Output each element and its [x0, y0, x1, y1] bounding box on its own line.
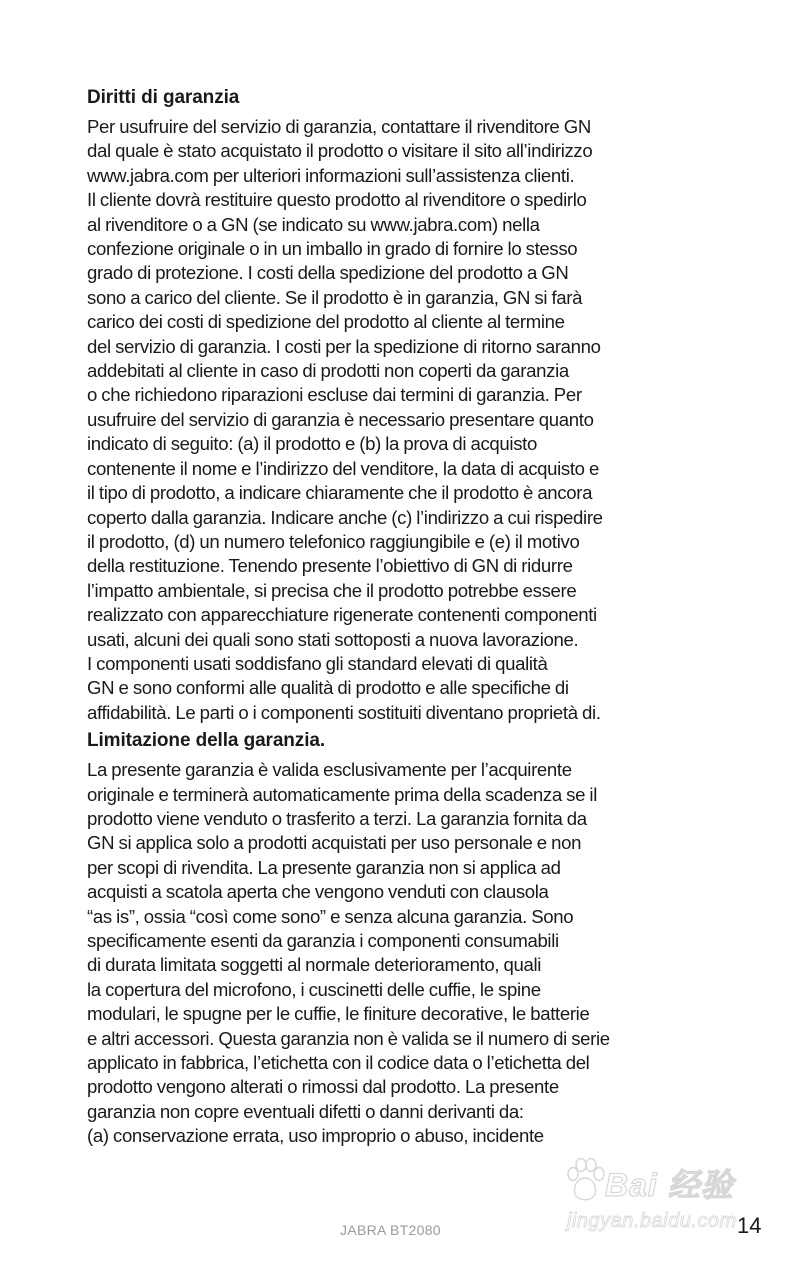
text-line: di durata limitata soggetti al normale deterioramento, quali [87, 954, 542, 976]
text-line: sono a carico del cliente. Se il prodotto è in garanzia, GN si farà [87, 286, 583, 308]
text-line: contenente il nome e l’indirizzo del venditore, la data di acquisto e [87, 457, 599, 479]
text-line: “as is”, ossia “così come sono” e senza alcuna garanzia. Sono [87, 905, 574, 927]
text-line: carico dei costi di spedizione del prodotto al cliente al termine [87, 311, 565, 333]
text-line: acquisti a scatola aperta che vengono venduti con clausola [87, 881, 549, 903]
text-line: prodotto viene venduto o trasferito a terzi. La garanzia fornita da [87, 807, 587, 829]
text-line: La presente garanzia è valida esclusivamente per l’acquirente [87, 759, 572, 781]
text-line: o che richiedono riparazioni escluse dai termini di garanzia. Per [87, 384, 582, 406]
text-line: modulari, le spugne per le cuffie, le finiture decorative, le batterie [87, 1003, 590, 1025]
page-number: 14 [737, 1213, 762, 1238]
section-heading-warranty-rights: Diritti di garanzia [87, 87, 240, 108]
section-body-warranty-limitation [87, 758, 717, 1149]
text-line: prodotto vengono alterati o rimossi dal prodotto. La presente [87, 1076, 559, 1098]
text-line: il tipo di prodotto, a indicare chiaramente che il prodotto è ancora [87, 482, 593, 504]
watermark-url: jingyan.baidu.com [567, 1210, 737, 1232]
text-line: confezione originale o in un imballo in grado di fornire lo stesso [87, 238, 578, 260]
paw-icon [565, 1158, 605, 1202]
text-line: dal quale è stato acquistato il prodotto o visitare il sito all’indirizzo [87, 140, 593, 162]
text-line: specificamente esenti da garanzia i componenti consumabili [87, 930, 559, 951]
text-line: addebitati al cliente in caso di prodotti non coperti da garanzia [87, 360, 569, 382]
document-page [87, 86, 717, 1149]
footer-brand: JABRA BT2080 [340, 1222, 441, 1238]
text-line: indicato di seguito: (a) il prodotto e (b) la prova di acquisto [87, 433, 537, 455]
text-line: del servizio di garanzia. I costi per la spedizione di ritorno saranno [87, 335, 601, 357]
text-line: www.jabra.com per ulteriori informazioni sull’assistenza clienti. [87, 164, 575, 186]
text-line: coperto dalla garanzia. Indicare anche (c) l’indirizzo a cui rispedire [87, 506, 603, 528]
text-line: affidabilità. Le parti o i componenti sostituiti diventano proprietà di. [87, 701, 601, 723]
text-line: applicato in fabbrica, l’etichetta con il codice data o l’etichetta del [87, 1052, 590, 1074]
text-line: l’impatto ambientale, si precisa che il prodotto potrebbe essere [87, 579, 577, 601]
text-line: usati, alcuni dei quali sono stati sottoposti a nuova lavorazione. [87, 628, 579, 650]
text-line: al rivenditore o a GN (se indicato su www.jabra.com) nella [87, 213, 540, 235]
text-line: GN si applica solo a prodotti acquistati per uso personale e non [87, 832, 582, 854]
text-line: garanzia non copre eventuali difetti o danni derivanti da: [87, 1100, 524, 1122]
watermark-logo: Bai 经验 [605, 1167, 734, 1203]
text-line: realizzato con apparecchiature rigenerate contenenti componenti [87, 604, 597, 626]
text-line: GN e sono conformi alle qualità di prodotto e alle specifiche di [87, 677, 569, 699]
text-line: (a) conservazione errata, uso improprio o abuso, incidente [87, 1125, 544, 1147]
section-heading-warranty-limitation: Limitazione della garanzia. [87, 730, 326, 752]
text-line: Il cliente dovrà restituire questo prodotto al rivenditore o spedirlo [87, 189, 587, 211]
text-line: Per usufruire del servizio di garanzia, contattare il rivenditore GN [87, 116, 591, 137]
text-line: la copertura del microfono, i cuscinetti delle cuffie, le spine [87, 978, 541, 1000]
section-body-warranty-rights [87, 115, 717, 725]
text-line: della restituzione. Tenendo presente l’obiettivo di GN di ridurre [87, 555, 573, 577]
text-line: il prodotto, (d) un numero telefonico raggiungibile e (e) il motivo [87, 530, 580, 552]
text-line: e altri accessori. Questa garanzia non è valida se il numero di serie [87, 1027, 610, 1049]
text-line: per scopi di rivendita. La presente garanzia non si applica ad [87, 856, 561, 878]
text-line: grado di protezione. I costi della spedizione del prodotto a GN [87, 262, 569, 284]
text-line: originale e terminerà automaticamente prima della scadenza se il [87, 783, 597, 805]
text-line: usufruire del servizio di garanzia è necessario presentare quanto [87, 408, 594, 430]
text-line: I componenti usati soddisfano gli standard elevati di qualità [87, 652, 548, 674]
